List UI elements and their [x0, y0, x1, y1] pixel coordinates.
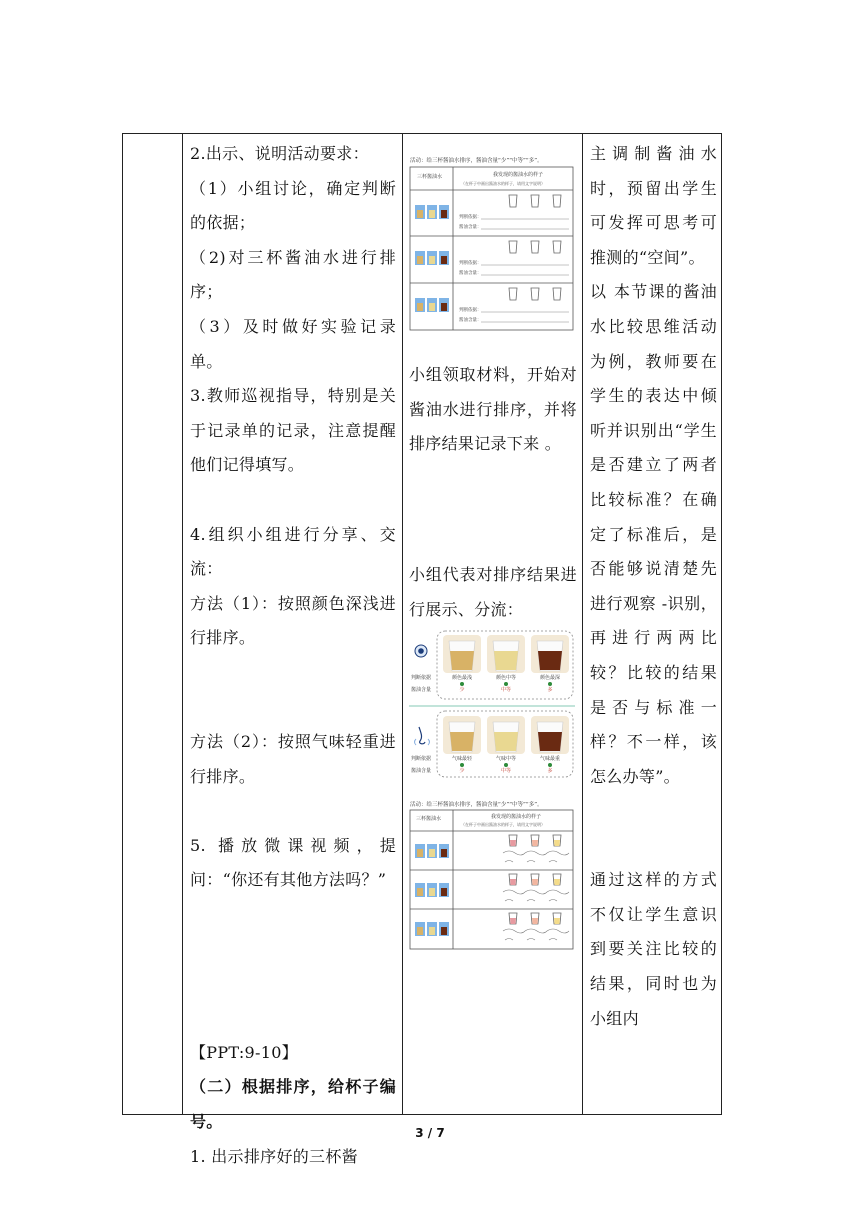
soy-water [494, 732, 518, 751]
row-basis-label: 判断依据： [459, 308, 482, 313]
empty-cup-outline [531, 288, 539, 300]
row-basis-label: 判断依据： [459, 215, 482, 220]
judge-label: 颜色中等 [495, 675, 517, 681]
judge-label: 颜色最浅 [451, 675, 473, 681]
drawn-liquid [554, 879, 560, 885]
right-subheader: （在杯子中画出酱油水的样子，请用文字说明） [461, 181, 545, 186]
activity-step-1: 1. 出示排序好的三杯酱 [190, 1146, 358, 1166]
judge-label: 气味最重 [539, 756, 561, 762]
drawn-liquid [554, 840, 560, 846]
amount-label: 中等 [500, 768, 512, 774]
soy-water [538, 732, 562, 751]
handwriting-stroke [549, 861, 557, 863]
cup-liquid [417, 256, 423, 264]
drawn-liquid [532, 879, 538, 885]
filled-record-sheet-figure [409, 799, 575, 951]
handwriting-stroke [527, 861, 535, 863]
amount-label: 少 [459, 687, 465, 693]
left-header: 三杯酱油水 [417, 174, 443, 180]
soy-content-label: 酱油含量 [411, 687, 432, 693]
soy-water [450, 651, 474, 670]
empty-cup-outline [553, 288, 561, 300]
cup-liquid [441, 303, 447, 311]
empty-cup-outline [553, 241, 561, 253]
handwriting-stroke [547, 851, 569, 855]
cup-liquid [417, 303, 423, 311]
marker-dot [504, 682, 508, 686]
handwriting-stroke [549, 939, 557, 941]
drawn-liquid [532, 840, 538, 846]
marker-dot [548, 763, 552, 767]
handwriting-stroke [547, 929, 569, 933]
handwriting-stroke [505, 900, 513, 902]
marker-dot [460, 682, 464, 686]
judge-basis-label: 判断依据 [411, 675, 432, 681]
requirement-3: （3）及时做好实验记录单。 [190, 316, 396, 371]
drawn-liquid [532, 918, 538, 924]
handwriting-stroke [503, 890, 525, 894]
nose-icon [415, 727, 430, 745]
activity-step-2: 2.出示、说明活动要求： [190, 144, 369, 163]
cup-liquid [441, 256, 447, 264]
filled-right-header: 我发现的酱油水的样子 [491, 814, 542, 820]
handwriting-stroke [505, 861, 513, 863]
judge-basis-label-2: 判断依据 [411, 756, 432, 762]
judge-label: 气味中等 [495, 756, 517, 762]
student-text-1: 小组领取材料，开始对酱油水进行排序，并将排序结果记录下来 。 [409, 365, 577, 454]
student-text-2: 小组代表对排序结果进行展示、分流： [409, 565, 577, 619]
handwriting-stroke [549, 900, 557, 902]
method-2: 方法（2）：按照气味轻重进行排序。 [190, 731, 396, 786]
marker-dot [504, 763, 508, 767]
record-sheet-caption: 活动：给三杯酱油水排序，酱油含量“少”“中等”“多”。 [410, 158, 543, 164]
activity-step-3: 3.教师巡视指导，特别是关于记录单的记录，注意提醒他们记得填写。 [190, 386, 396, 475]
record-sheet-figure [409, 154, 575, 332]
intent-text-2: 以 本节课的酱油水比较思维活动为例，教师要在学生的表达中倾听并识别出“学生是否建立了两者比较标准？在确定了标准后，是否能够说清楚先进行观察 -识别，再进行两两比较？比较的结果是否与标准一样？不一样，该怎么办等”。 [590, 282, 717, 786]
soy-water [494, 651, 518, 670]
cup-liquid [441, 210, 447, 218]
requirement-1: （1）小组讨论，确定判断的依据； [190, 178, 396, 233]
soy-water [450, 732, 474, 751]
cup-liquid [417, 849, 423, 857]
cup-liquid [429, 210, 435, 218]
handwriting-stroke [527, 939, 535, 941]
cup-liquid [429, 888, 435, 896]
handwriting-stroke [505, 939, 513, 941]
cup-liquid [417, 927, 423, 935]
section-column [123, 134, 183, 1115]
empty-cup-outline [553, 195, 561, 207]
handwriting-stroke [525, 890, 547, 894]
requirement-2: （2)对三杯酱油水进行排序； [190, 247, 396, 302]
row-basis-label: 判断依据： [459, 261, 482, 266]
student-activity-column [403, 134, 583, 1115]
filled-sheet-caption: 活动：给三杯酱油水排序，酱油含量“少”“中等”“多”。 [410, 802, 543, 808]
activity-step-4: 4.组织小组进行分享、交流： [190, 524, 396, 579]
handwriting-stroke [527, 900, 535, 902]
method-1: 方法（1）：按照颜色深浅进行排序。 [190, 593, 396, 648]
page-number: 3 / 7 [415, 1126, 445, 1140]
amount-label: 少 [459, 768, 465, 774]
table-row [123, 134, 722, 1115]
cup-liquid [429, 849, 435, 857]
ppt-reference: 【PPT:9-10】 [190, 1042, 298, 1062]
drawn-liquid [510, 840, 516, 846]
cup-liquid [429, 303, 435, 311]
handwriting-stroke [503, 851, 525, 855]
cup-liquid [441, 927, 447, 935]
ranking-photo-figure [409, 629, 575, 787]
amount-label: 多 [547, 687, 553, 693]
row-content-label: 酱油含量： [459, 271, 482, 276]
empty-cup-outline [509, 241, 517, 253]
cup-liquid [417, 210, 423, 218]
cup-liquid [441, 849, 447, 857]
section-heading-2: （二）根据排序，给杯子编号。 [190, 1077, 396, 1132]
empty-cup-outline [531, 241, 539, 253]
intent-text-3: 通过这样的方式不仅让学生意识到要关注比较的结果，同时也为小组内 [590, 870, 717, 1028]
filled-left-header: 三杯酱油水 [416, 816, 442, 822]
judge-label: 气味最轻 [451, 756, 473, 762]
teacher-activity-column [183, 134, 403, 1166]
cup-liquid [441, 888, 447, 896]
cup-liquid [417, 888, 423, 896]
drawn-liquid [510, 918, 516, 924]
row-content-label: 酱油含量： [459, 225, 482, 230]
intent-text-1: 主调制酱油水时，预留出学生可发挥可思考可推测的“空间”。 [590, 144, 717, 267]
filled-right-subheader: （在杯子中画出酱油水的样子，请用文字说明） [461, 822, 545, 827]
handwriting-stroke [503, 929, 525, 933]
drawn-liquid [554, 918, 560, 924]
empty-cup-outline [531, 195, 539, 207]
handwriting-stroke [525, 929, 547, 933]
amount-label: 中等 [500, 687, 512, 693]
design-intent-column [583, 134, 722, 1115]
empty-cup-outline [509, 195, 517, 207]
soy-content-label-2: 酱油含量 [411, 768, 432, 774]
drawn-liquid [510, 879, 516, 885]
empty-cup-outline [509, 288, 517, 300]
handwriting-stroke [525, 851, 547, 855]
cup-liquid [429, 927, 435, 935]
marker-dot [460, 763, 464, 767]
handwriting-stroke [547, 890, 569, 894]
marker-dot [548, 682, 552, 686]
amount-label: 多 [547, 768, 553, 774]
cup-liquid [429, 256, 435, 264]
right-header: 我发现的酱油水的样子 [493, 172, 544, 178]
activity-step-5: 5. 播放微课视频，提问：“你还有其他方法吗？” [190, 835, 396, 890]
row-content-label: 酱油含量： [459, 318, 482, 323]
eye-icon [415, 645, 427, 657]
soy-water [538, 651, 562, 670]
judge-label: 颜色最深 [539, 675, 561, 681]
